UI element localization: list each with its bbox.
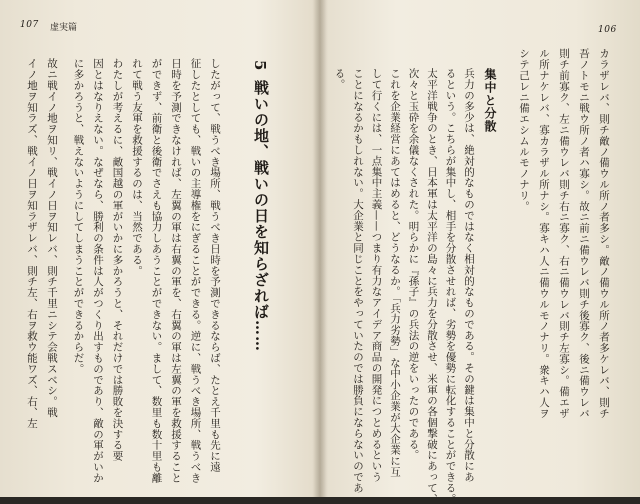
text-line: シテ己レニ備エシムルモノナリ。 xyxy=(518,48,530,212)
left-page xyxy=(0,0,318,497)
text-line: 吾ノトモニ戦ウ所ノ者ハ寡シ。故ニ前ニ備ウレバ則チ後寡ク、後ニ備ウレバ xyxy=(578,48,590,419)
text-line: ル所ナケレバ、寡カラザル所ナシ。寡キハ人ニ備ウルモノナリ。衆キハ人ヲ xyxy=(538,48,550,419)
right-page xyxy=(322,0,640,504)
chapter-title: 戦いの地、戦いの日を知らざれば…… xyxy=(252,80,270,352)
text-line: 兵力の多少は、絶対的なものではなく相対的なものである。その鍵は集中と分散にあ xyxy=(463,68,475,483)
text-line: 故ニ戦イノ地ヲ知リ、戦イノ日ヲ知レバ、則チ千里ニシテ会戦スベシ。戦 xyxy=(46,58,58,418)
text-line: わたしが考えるに、敵国越の軍がいかに多かろうと、それだけでは勝敗を決する要 xyxy=(111,58,124,462)
text-line: これを企業経営にあてはめると、どうなるか。「兵力劣勢」な中小企業が大企業に互 xyxy=(389,68,401,477)
text-line: 次々と玉砕を余儀なくされた。明らかに『孫子』の兵法の逆をいったのである。 xyxy=(407,68,420,461)
page-number-right: 106 xyxy=(598,25,617,35)
text-line: 因とはなりえない。なぜなら、勝利の条件は人がつくり出すものであり、敵の軍がいか xyxy=(92,58,104,484)
text-line: 則チ前寡ク、左ニ備ウレバ則チ右ニ寡ク、右ニ備ウレバ則チ左寡シ。備エザ xyxy=(558,48,570,419)
text-line: るという。こちらが集中し、相手を分散させれば、劣勢を優勢に転化することができる。 xyxy=(444,68,457,504)
text-line: ができず、前衛と後衛でさえも協力しあうことができない。まして、数里も数十里も離 xyxy=(150,58,163,484)
text-line: れて戦う友軍を救援するのは、当然である。 xyxy=(131,58,143,276)
text-line: ことになるかもしれない。大企業と同じことをやっていたのでは勝負にならないのであ xyxy=(352,68,364,494)
text-line: る。 xyxy=(333,68,346,90)
text-line: 征したとしても、戦いの主導権をにぎることができる。逆に、戦うべき場所、戦うべき xyxy=(189,58,202,484)
left-kanbun-text xyxy=(22,58,62,438)
text-line: したがって、戦うべき場所、戦うべき日時を予測できるならば、たとえ千里も先に遠 xyxy=(209,58,221,473)
text-line: して行くには、一点集中主義——つまり有力なアイデア商品の開発につとめるという xyxy=(370,68,383,483)
right-body-text xyxy=(330,68,478,504)
text-line: 太平洋戦争のとき、日本軍は太平洋の島々に兵力を分散させ、米軍の各個撃破にあって、 xyxy=(426,68,438,504)
section-title: 集中と分散 xyxy=(483,68,497,133)
text-line: 日時を予測できなければ、左翼の軍は右翼の軍を、右翼の軍は左翼の軍を救援すること xyxy=(170,58,182,484)
text-line: カラザレバ、則チ敵ノ備ウル所ノ者多シ。敵ノ備ウル所ノ者多ケレバ、則チ xyxy=(598,48,610,419)
page-number-left: 107 xyxy=(20,20,39,30)
text-line: イノ地ヲ知ラズ、戦イノ日ヲ知ラザレバ、則チ左、右ヲ救ウ能ワズ、右、左 xyxy=(26,58,38,429)
left-body-text xyxy=(64,58,224,484)
running-title: 虚実篇 xyxy=(50,23,78,33)
right-kanbun-text xyxy=(514,48,614,428)
chapter-number: 5 xyxy=(251,60,269,71)
text-line: に多かろうと、戦えないようにしてしまうことができるからだ。 xyxy=(72,58,85,375)
